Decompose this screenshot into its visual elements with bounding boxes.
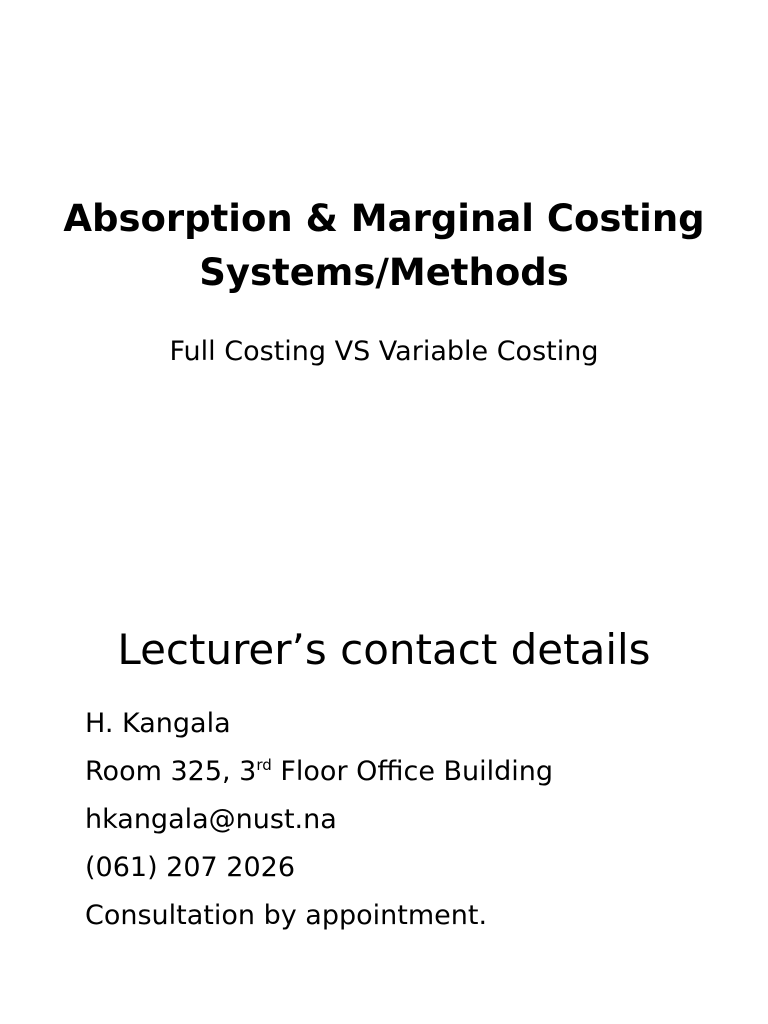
contact-details-list (85, 704, 553, 944)
email-address: hkangala@nust.na (85, 804, 337, 835)
consultation-note: Consultation by appointment. (85, 900, 488, 931)
floor-ordinal-suffix: rd (256, 756, 272, 774)
office-location-prefix: Room 325, 3 (85, 756, 257, 787)
slide-subtitle: Full Costing VS Variable Costing (169, 336, 599, 367)
slide-title-line-1: Absorption & Marginal Costing (63, 197, 705, 240)
slide-title-line-2: Systems/Methods (199, 251, 569, 294)
phone-number: (061) 207 2026 (85, 852, 296, 883)
office-location (85, 752, 553, 800)
slide-title (0, 192, 768, 300)
lecturer-name: H. Kangala (85, 708, 231, 739)
office-location-suffix: Floor Office Building (271, 756, 554, 787)
contact-heading: Lecturer’s contact details (117, 625, 651, 674)
